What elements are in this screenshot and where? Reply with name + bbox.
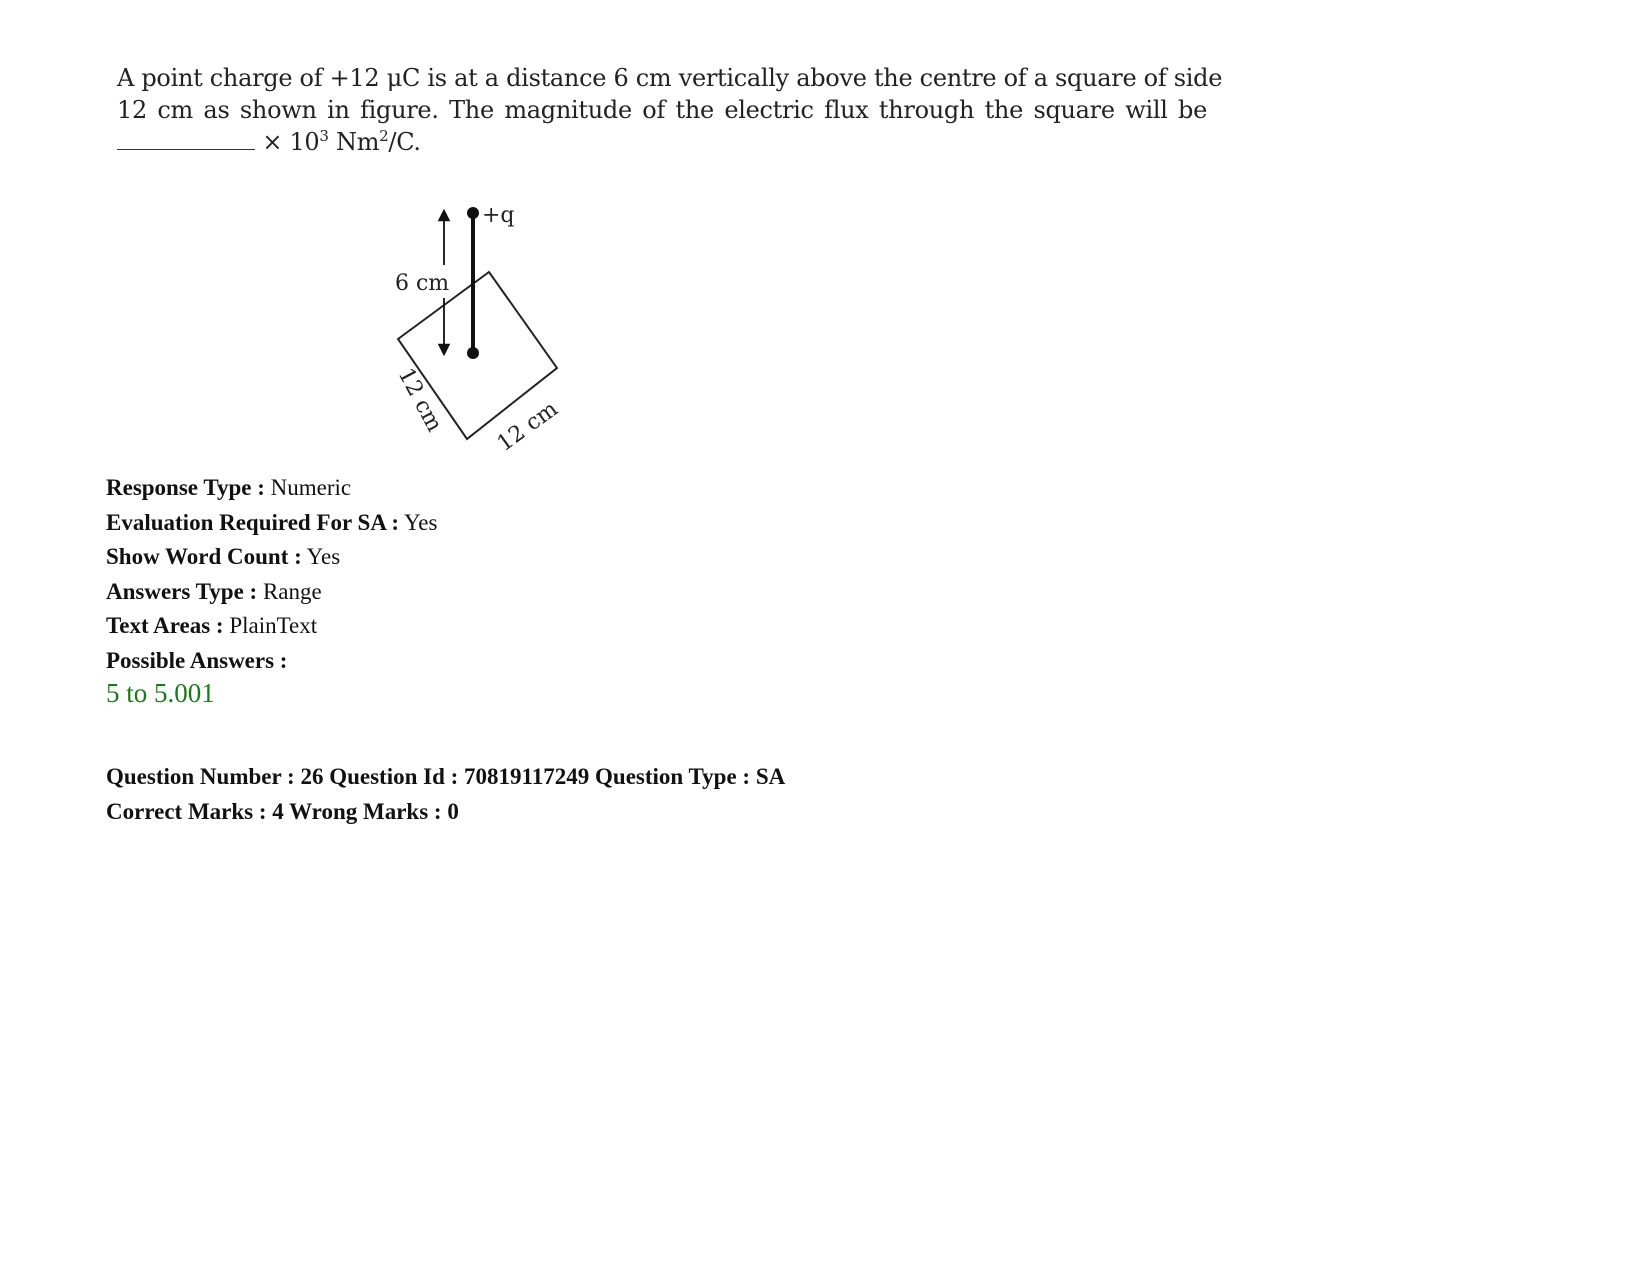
response-type-value: Numeric [264, 475, 352, 500]
question-line-1: A point charge of +12 μC is at a distance 6 cm vertically above the centre of a square of side [117, 64, 1223, 92]
text-areas-row [106, 609, 437, 644]
word-count-label: Show Word Count : [106, 544, 302, 569]
text-areas-value: PlainText [223, 613, 318, 638]
response-type-row [106, 471, 437, 506]
next-question-line-1: Question Number : 26 Question Id : 70819117249 Question Type : SA [106, 764, 786, 789]
next-question-info [106, 760, 785, 829]
question-meta [106, 471, 437, 678]
answers-type-label: Answers Type : [106, 578, 258, 604]
response-type-label: Response Type : [106, 475, 265, 500]
word-count-value: Yes [301, 544, 341, 569]
side-label-left: 12 cm [392, 364, 447, 437]
answers-type-value: Range [257, 578, 322, 604]
side-label-bottom: 12 cm [492, 396, 563, 457]
centre-dot [467, 347, 479, 359]
height-label: 6 cm [395, 271, 450, 296]
charge-square-figure [390, 190, 620, 470]
charge-label: +q [482, 203, 515, 228]
exponent-2: 2 [379, 127, 389, 145]
unit-per-c: /C. [388, 128, 421, 156]
answer-blank [117, 129, 255, 150]
possible-answers-label: Possible Answers : [106, 647, 288, 673]
exponent-3: 3 [319, 127, 329, 145]
answers-type-row [106, 575, 437, 610]
question-text [117, 62, 1223, 158]
evaluation-label: Evaluation Required For SA : [106, 509, 400, 535]
evaluation-row [106, 506, 437, 541]
question-line-3 [117, 126, 1207, 158]
charge-dot [467, 207, 479, 219]
text-areas-label: Text Areas : [106, 613, 224, 638]
unit-nm: Nm [328, 128, 380, 156]
possible-answers-row [106, 644, 437, 679]
question-line-2: 12 cm as shown in figure. The magnitude of the electric flux through the square will be [117, 96, 1207, 124]
times-ten: × 10 [255, 128, 320, 156]
next-question-line-2: Correct Marks : 4 Wrong Marks : 0 [106, 798, 459, 824]
word-count-row [106, 540, 437, 575]
figure-svg [390, 190, 620, 470]
evaluation-value: Yes [399, 509, 438, 535]
possible-answer-value: 5 to 5.001 [106, 678, 215, 708]
